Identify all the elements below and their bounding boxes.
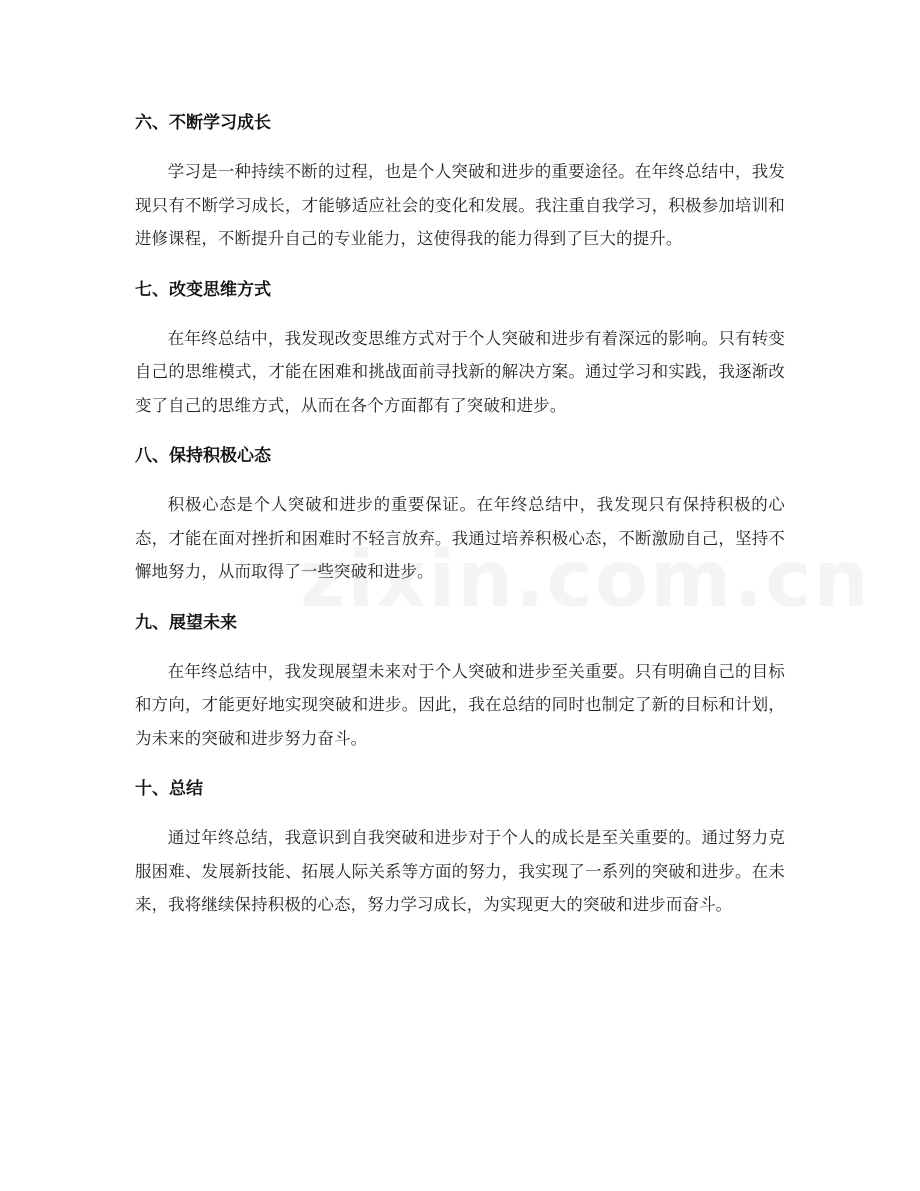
- section-paragraph: 在年终总结中，我发现展望未来对于个人突破和进步至关重要。只有明确自己的目标和方向，才能更好地实现突破和进步。因此，我在总结的同时也制定了新的目标和计划，为未来的突破和进步努力奋斗。: [135, 661, 785, 748]
- section-heading: 八、保持积极心态: [135, 446, 271, 466]
- section-10: [135, 774, 785, 922]
- section-9: [135, 608, 785, 756]
- section-paragraph: 在年终总结中，我发现改变思维方式对于个人突破和进步有着深远的影响。只有转变自己的思维模式，才能在困难和挑战面前寻找新的解决方案。通过学习和实践，我逐渐改变了自己的思维方式，从而在各个方面都有了突破和进步。: [135, 328, 785, 415]
- section-heading: 九、展望未来: [135, 612, 237, 633]
- section-6: [135, 108, 785, 256]
- section-paragraph: 学习是一种持续不断的过程，也是个人突破和进步的重要途径。在年终总结中，我发现只有不断学习成长，才能够适应社会的变化和发展。我注重自我学习，积极参加培训和进修课程，不断提升自己的专业能力，这使得我的能力得到了巨大的提升。: [135, 162, 785, 248]
- section-heading: 六、不断学习成长: [135, 113, 271, 133]
- section-8: [135, 441, 785, 589]
- section-paragraph: 积极心态是个人突破和进步的重要保证。在年终总结中，我发现只有保持积极的心态，才能在面对挫折和困难时不轻言放弃。我通过培养积极心态，不断激励自己，坚持不懈地努力，从而取得了一些突破和进步。: [135, 495, 785, 581]
- section-heading: 七、改变思维方式: [135, 279, 271, 300]
- section-7: [135, 275, 785, 423]
- section-heading: 十、总结: [135, 779, 203, 799]
- section-paragraph: 通过年终总结，我意识到自我突破和进步对于个人的成长是至关重要的。通过努力克服困难、发展新技能、拓展人际关系等方面的努力，我实现了一系列的突破和进步。在未来，我将继续保持积极的心态，努力学习成长，为实现更大的突破和进步而奋斗。: [135, 828, 785, 914]
